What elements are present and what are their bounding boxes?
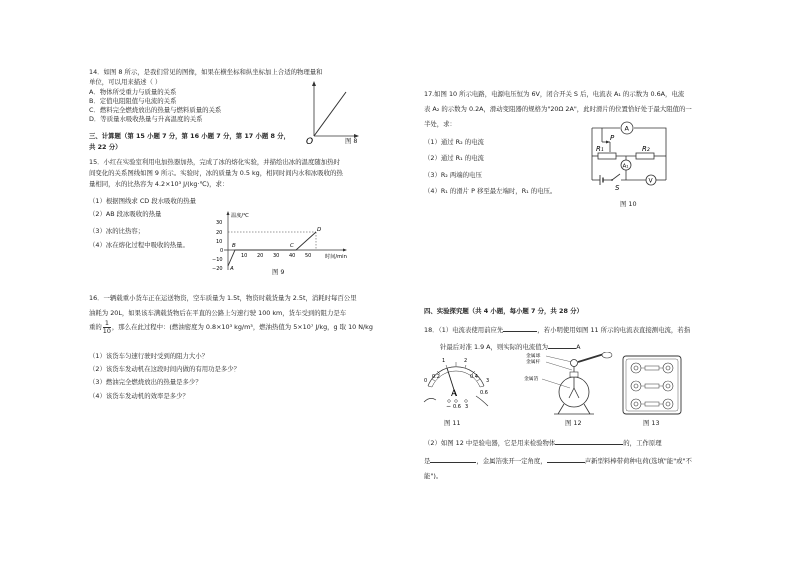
q17-line2: 表 A₂ 的示数为 0.2A，滑动变阻器的规格为"20Ω 2A"，此时滑片的位置恰好处于最大阻值的一 xyxy=(424,105,692,113)
figure-11-tick-0.4: 0.4 xyxy=(470,374,478,380)
figure-10-ammeter-a1: A₁ xyxy=(622,163,629,170)
figure-9-point-c: C xyxy=(290,243,294,249)
q18-line3 xyxy=(424,438,662,447)
answer-blank-actual-current[interactable] xyxy=(548,342,576,349)
q18-line3-end: 的，工作原理 xyxy=(623,439,662,447)
figure-10-circuit xyxy=(588,120,672,194)
figure-11-tick-2: 2 xyxy=(464,358,468,364)
figure-9-xtick: 20 xyxy=(257,253,264,259)
figure-11-tick-0.2: 0.2 xyxy=(432,374,440,380)
figure-11-ammeter xyxy=(418,356,494,414)
figure-12-label: 图 12 xyxy=(565,419,582,427)
answer-blank-zero-adjust[interactable] xyxy=(503,325,537,332)
q18-line3-start: （2）如图 12 中是验电器，它是用来检验物体 xyxy=(424,439,556,447)
figure-8-label: 图 8 xyxy=(345,137,358,145)
answer-blank-principle[interactable] xyxy=(430,456,476,463)
figure-11-tick-3: 3 xyxy=(486,378,490,384)
figure-9-ytick: 20 xyxy=(216,230,223,236)
figure-11-label: 图 11 xyxy=(444,419,461,427)
q18-line2-unit: A xyxy=(576,343,581,351)
q17-sub1: （1）通过 R₂ 的电流 xyxy=(424,138,484,146)
q16-sub2: （2）该货车发动机在这段时间内做的有用功是多少？ xyxy=(89,365,241,373)
q16-sub4: （4）该货车发动机的效率是多少？ xyxy=(89,392,189,400)
q15-sub2: （2）AB 段冰吸收的热量 xyxy=(89,210,162,218)
figure-11-tick-0: 0 xyxy=(424,378,428,384)
figure-12-label-ball: 金属球 xyxy=(526,354,541,359)
q14-option-c: C．燃料完全燃烧放出的热量与燃料质量的关系 xyxy=(89,106,222,114)
figure-12-label-foil: 金属箔 xyxy=(524,377,539,382)
q17-sub3: （3）R₂ 两端的电压 xyxy=(424,171,482,179)
q18-line5: 能")。 xyxy=(424,472,443,480)
q17-sub4: （4）R₁ 的滑片 P 移至最左端时，R₁ 的电压。 xyxy=(424,187,557,195)
figure-11-terminal-0.6: 0.6 xyxy=(453,404,461,410)
q17-line1: 17.如图 10 所示电路，电源电压恒为 6V，闭合开关 S 后，电流表 A₁ 的示数为 0.6A，电流 xyxy=(424,90,685,98)
figure-9-xtick: 40 xyxy=(289,253,296,259)
fraction-denominator: 10 xyxy=(102,326,111,335)
q15-sub1: （1）根据图线求 CD 段水吸收的热量 xyxy=(89,197,196,205)
q14-option-b: B．定值电阻阻值与电流的关系 xyxy=(89,97,177,105)
q16-line2: 油耗为 20L，如果该车满载货物后在平直的公路上匀速行驶 100 km，货车受到的阻力是车 xyxy=(89,309,347,317)
q18-line4-mid: ，金属箔张开一定角度， xyxy=(476,457,547,465)
figure-11-terminal-3: 3 xyxy=(465,404,469,410)
figure-12-label-rod: 金属杆 xyxy=(526,360,541,365)
figure-11-tick-0.6: 0.6 xyxy=(480,390,488,396)
figure-9-xtick: 10 xyxy=(241,253,248,259)
figure-9-label: 图 9 xyxy=(272,268,285,276)
figure-11-tick-1: 1 xyxy=(442,358,446,364)
figure-10-slider-p: P xyxy=(610,134,615,142)
figure-13-label: 图 13 xyxy=(643,419,660,427)
figure-11-terminal-neg: − xyxy=(446,403,452,410)
figure-9-ytick: −20 xyxy=(212,266,223,272)
q15-line2: 间变化的关系图线如图 9 所示。实验时，冰的质量为 0.5 kg，相同时间内水和冰吸收的热 xyxy=(89,169,343,177)
q16-sub1: （1）该货车匀速行驶时受到的阻力大小？ xyxy=(89,352,209,360)
section-3-heading-cont: 共 22 分） xyxy=(89,143,122,151)
q18-line2-start: 针最后对准 1.9 A，则实际的电流值为 xyxy=(440,343,549,351)
q14-line2: 单位，可以用来描述（ ） xyxy=(89,78,162,86)
q14-option-d: D．等质量水吸收热量与升高温度的关系 xyxy=(89,115,203,123)
figure-10-label: 图 10 xyxy=(620,200,637,208)
figure-9-point-b: B xyxy=(232,243,236,249)
q18-line4 xyxy=(424,456,692,465)
fraction-numerator: 1 xyxy=(103,320,111,328)
figure-8-origin: O xyxy=(306,137,314,147)
q18-line1-end: ，若小明使用如图 11 所示的电流表直接测电流，若指 xyxy=(537,326,691,334)
figure-9-xtick: 30 xyxy=(273,253,280,259)
figure-9-point-a: A xyxy=(230,266,234,272)
figure-9-ytick: 10 xyxy=(216,239,223,245)
figure-9-ylabel: 温度/℃ xyxy=(231,213,249,219)
q16-line1: 16．一辆载重小货车正在运送物资，空车质量为 1.5t，物资时载货量为 2.5t，消耗时每百公里 xyxy=(89,294,357,302)
figure-10-ammeter-top: A xyxy=(624,124,629,133)
answer-blank-can-or-cannot[interactable] xyxy=(547,456,585,463)
q16-sub3: （3）燃油完全燃烧放出的热量是多少？ xyxy=(89,378,202,386)
q18-line2 xyxy=(440,342,580,351)
q14-line1: 14．如图 8 所示，是我们常见的图像，如果在横坐标和纵坐标加上合适的物理量和 xyxy=(89,68,323,76)
q16-line3-start: 重的 xyxy=(89,323,102,332)
fraction-one-tenth xyxy=(103,320,111,334)
figure-10-voltmeter: V xyxy=(648,177,653,185)
q17-line3: 半处，求： xyxy=(424,120,456,128)
figure-9-ytick: 30 xyxy=(216,220,223,226)
q18-line1 xyxy=(424,325,690,334)
figure-9-point-d: D xyxy=(317,227,322,233)
q17-sub2: （2）通过 R₁ 的电流 xyxy=(424,154,484,162)
section-3-heading: 三、计算题（第 15 小题 7 分，第 16 小题 7 分，第 17 小题 8 分， xyxy=(89,132,290,140)
figure-10-r2: R₂ xyxy=(642,145,650,153)
figure-13-board xyxy=(622,355,682,415)
figure-11-unit: A xyxy=(451,389,458,399)
figure-9-ytick: 0 xyxy=(220,248,224,254)
q18-line1-start: 18．（1）电流表使用前应先 xyxy=(424,326,504,334)
figure-10-r1: R₁ xyxy=(596,145,604,153)
section-4-heading: 四、实验探究题（共 4 小题，每小题 7 分，共 28 分） xyxy=(424,307,583,315)
answer-blank-electroscope-use[interactable] xyxy=(555,438,623,445)
figure-12-electroscope xyxy=(512,352,616,418)
q18-line4-end: 声新型料棒带荷种电荷(选填"能"或"不 xyxy=(584,457,692,465)
q14-option-a: A．物体所受重力与质量的关系 xyxy=(89,88,177,96)
figure-9-xtick: 50 xyxy=(305,253,312,259)
figure-10-switch-s: S xyxy=(615,184,620,192)
figure-9-ytick: −10 xyxy=(212,257,223,263)
q16-line3 xyxy=(89,320,373,334)
q18-line4-start: 是 xyxy=(424,457,431,465)
q15-sub3: （3）冰的比热容； xyxy=(89,227,145,235)
q16-line3-end: ，那么在此过程中：(燃油密度为 0.8×10³ kg/m³，燃油热值为 5×10⁷ J/kg，g 取 10 N/kg xyxy=(111,323,373,332)
figure-9-xlabel: 时间/min xyxy=(325,254,347,260)
q15-line1: 15．小红在实验室利用电加热器加热，完成了冰的熔化实验，并描绘出冰的温度随加热时 xyxy=(89,158,340,166)
q15-line3: 量相同，水的比热容为 4.2×10³ J/(kg·℃)，求： xyxy=(89,180,229,188)
q15-sub4: （4）冰在熔化过程中吸收的热量。 xyxy=(89,241,189,249)
figure-9-graph xyxy=(204,210,354,272)
